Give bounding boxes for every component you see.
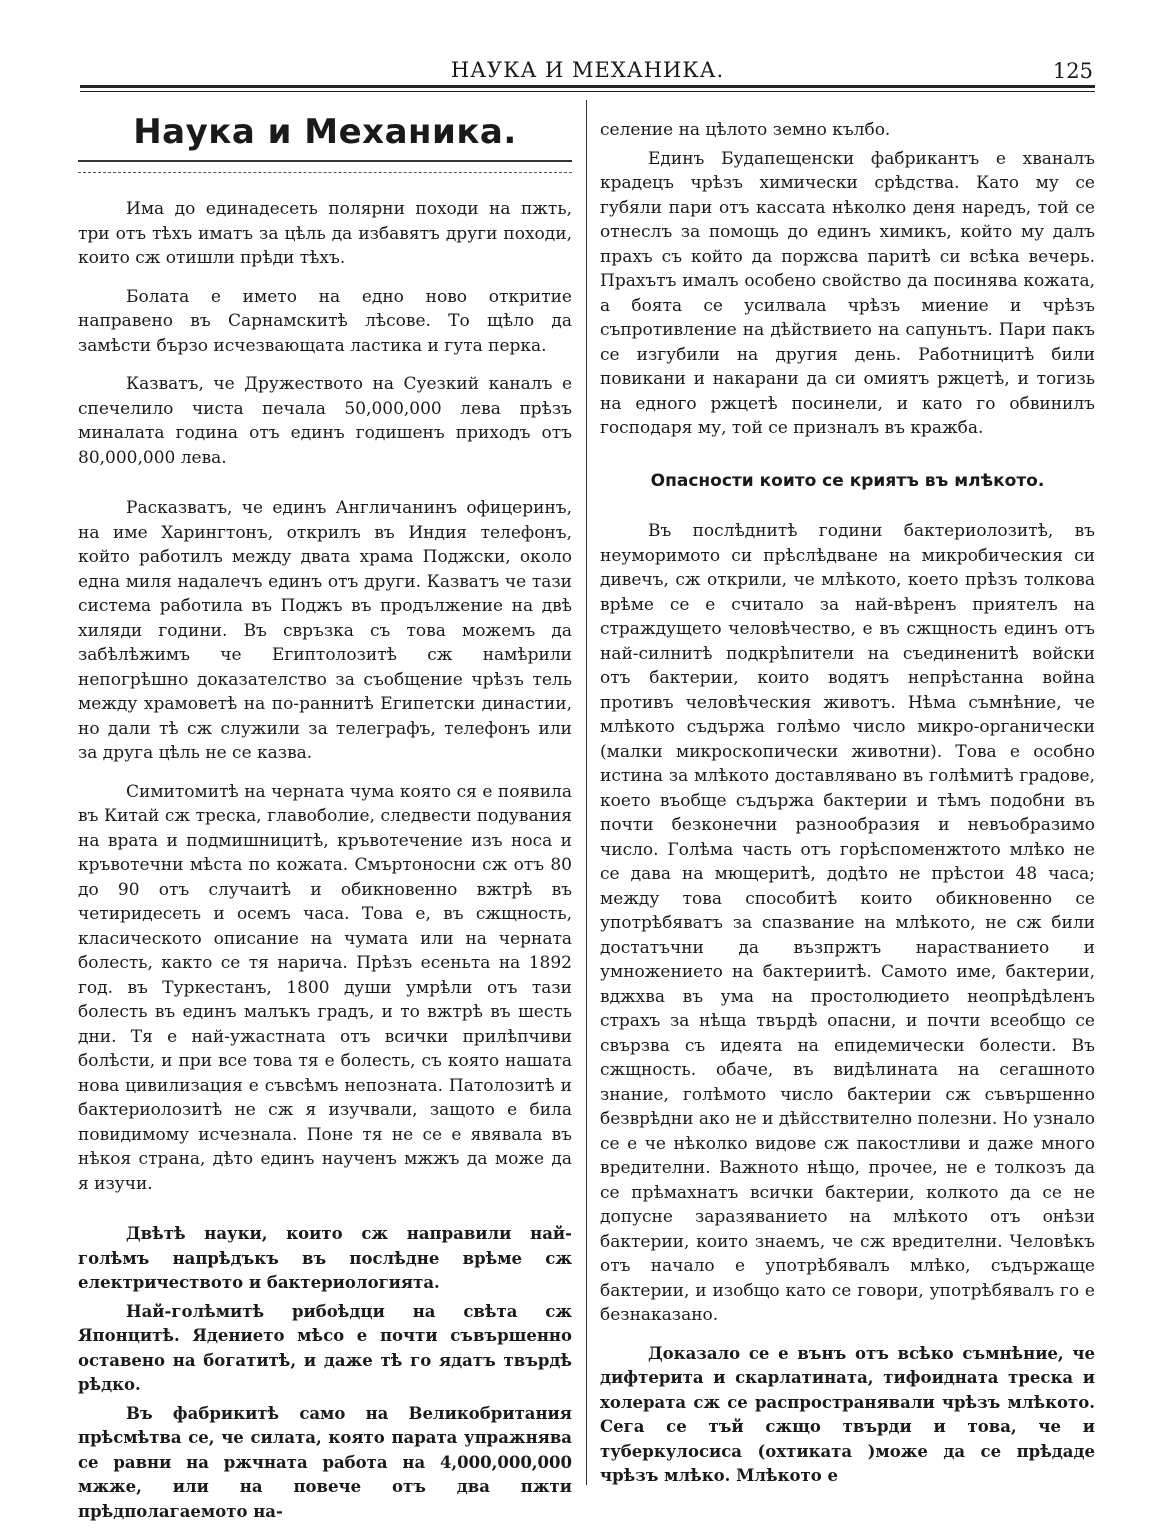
paragraph: селение на цѣлото земно кълбо. — [600, 120, 891, 140]
page-number: 125 — [1052, 59, 1093, 83]
paragraph: Казватъ, че Дружеството на Суезкий каналъ е спечелило чиста печала 50,000,000 лева прѣзъ миналата година отъ единъ годишенъ приходъ отъ 80,000,000 лева. — [78, 374, 572, 468]
section-title: Наука и Механика. — [133, 112, 517, 152]
paragraph: Най-голѣмитѣ рибоѣдци на свѣта сж Японцитѣ. Ядението мѣсо е почти съвършенно оставено на богатитѣ, и даже тѣ го ядатъ твърдѣ рѣдко. — [78, 1301, 572, 1394]
paragraph: Расказватъ, че единъ Англичанинъ офицеринъ, на име Харингтонъ, открилъ въ Индия телефонъ, който работилъ между двата храма Поджски, около една миля надалечъ единъ отъ други. Казватъ че тази система работила въ Поджъ въ продължение на двѣ хиляди години. Въ свръзка съ това можемъ да забѣлѣжимъ че Египтолозитѣ сж намѣрили непогрѣшно доказателство за съобщение чрѣзъ тель между храмоветѣ на по-раннитѣ Египетски династии, но дали тѣ сж служили за телеграфъ, телефонъ или за друга цѣль не се казва. — [78, 498, 572, 763]
paragraph: Единъ Будапещенски фабрикантъ е хваналъ крадецъ чрѣзъ химически срѣдства. Като му се губяли пари отъ кассата нѣколко деня наредъ, той се отнеслъ за помощь до единъ химикъ, който му далъ прахъ съ който да поржсва паритѣ си всѣка вечерь. Прахътъ ималъ особено свойство да посинява кожата, а боята се усилвала чрѣзъ миение и чрѣзъ съпротивление на дѣйствието на сапуньтъ. Пари пакъ се изгубили на другия день. Работницитѣ били повикани и накарани да си омиятъ ржцетѣ, и тогизь на едного ржцетѣ посинели, и като го обвинилъ господаря му, той се призналъ въ кражба. — [600, 148, 1095, 438]
header-rule-thick — [80, 85, 1095, 88]
header-rule-thin — [80, 91, 1095, 92]
paragraph: Въ фабрикитѣ само на Великобритания прѣсмѣтва се, че силата, която парата упражнява се равни на ржчната работа на 4,000,000,000 мжже, или на повече отъ два пжти прѣдполагаемото на- — [78, 1403, 572, 1521]
column-divider — [586, 100, 587, 1485]
paragraph: Въ послѣднитѣ години бактериолозитѣ, въ неуморимото си прѣслѣдване на микробическия си дивечъ, сж открили, че млѣкото, което прѣзъ толкова врѣме се е считало за най-вѣренъ приятелъ на страждущето человѣчество, е въ сжщность единъ отъ най-силнитѣ подкрѣпители на съединенитѣ войски отъ бактерии, които водятъ непрѣстанна война противъ человѣческия животъ. Нѣма съмнѣние, че млѣкото съдържа голѣмо число микро-органически (малки микроскопически животни). Това е особно истина за млѣкото доставлявано въ голѣмитѣ градове, което въобще съдържа бактерии и тѣмъ подобни въ почти безконечни разнообразия и невъобразимо число. Голѣма часть отъ горѣспоменжтото млѣко не се дава на мющеритѣ, додѣто не прѣстои 48 часа; между това способитѣ които обикновенно се употрѣбяватъ за спазвание на млѣкото, не сж били достатъчни да възпржтъ нарастванието и умножението на бактериитѣ. Самото име, бактерии, вджхва въ ума на простолюдието неопрѣдѣленъ страхъ за нѣща твърдѣ опасни, и почти всеобщо се свързва съ идеята на епидемически болести. Въ сжщность. обаче, въ видѣлината на сегашното знание, голѣмото число бактерии сж съвършенно безврѣдни ако не и дѣйсствително полезни. Но узнало се е че нѣколко видове сж пакостливи и даже много вредителни. Важното нѣщо, прочее, не е толкозъ да се прѣмахнатъ всички бактерии, колкото да се не допусне заразяванието на млѣкото отъ онѣзи бактерии, които знаемъ, че сж вредителни. Человѣкъ отъ начало е употрѣбявалъ млѣко, съдържаще бактерии, и изобщо като се говори, употрѣбявалъ го е безнаказано. — [600, 521, 1095, 1325]
running-title: НАУКА И МЕХАНИКА. — [450, 58, 725, 82]
paragraph: Симитомитѣ на черната чума която ся е появила въ Китай сж треска, главоболие, следвести подувания на врата и подмишницитѣ, кръвотечение изъ носа и кръвотечни мѣста по кожата. Смъртоносни сж отъ 80 до 90 отъ случаитѣ и обикновенно вжтрѣ въ четиридесеть и осемъ часа. Това е, въ сжщность, класическото описание на чумата или на черната болесть, както се тя нарича. Прѣзъ есеньта на 1892 год. въ Туркестанъ, 1800 души умрѣли отъ тази болесть въ единъ малъкъ градъ, и то вжтрѣ въ шесть дни. Тя е най-ужастната отъ всички прилѣпчиви болѣсти, и при все това тя е болесть, съ която нашата нова цивилизация е съвсѣмъ непозната. Патолозитѣ и бактериолозитѣ не сж я изучвали, защото е била повидимому исчезнала. Поне тя не се е явявала въ нѣкоя страна, дѣто единъ наученъ мжжъ да може да я изучи. — [78, 781, 572, 1194]
left-column — [78, 110, 572, 1528]
paragraph: Има до единадесеть полярни походи на пжть, три отъ тѣхъ иматъ за цѣль да избавятъ други походи, които сж отишли прѣди тѣхъ. — [78, 199, 572, 268]
article-heading: Опасности които се криятъ въ млѣкото. — [650, 470, 1045, 491]
paragraph: Двѣтѣ науки, които сж направили най-голѣмъ напрѣдъкъ въ послѣдне врѣме сж електричеството и бактериологията. — [78, 1224, 572, 1292]
title-ornament-rule — [78, 160, 572, 173]
paragraph: Болата е името на едно ново откритие направено въ Сарнамскитѣ лѣсове. То щѣло да замѣсти бързо исчезвающата ластика и гута перка. — [78, 286, 572, 356]
paragraph: Доказало се е вънъ отъ всѣко съмнѣние, че дифтерита и скарлатината, тифоидната треска и холерата сж се распространявали чрѣзъ млѣкото. Сега се тъй сжщо твърди и това, че и туберкулосиса (охтиката )може да се прѣдаде чрѣзъ млѣко. Млѣкото е — [600, 1343, 1095, 1485]
running-header — [80, 58, 1095, 88]
right-column — [600, 118, 1095, 1503]
